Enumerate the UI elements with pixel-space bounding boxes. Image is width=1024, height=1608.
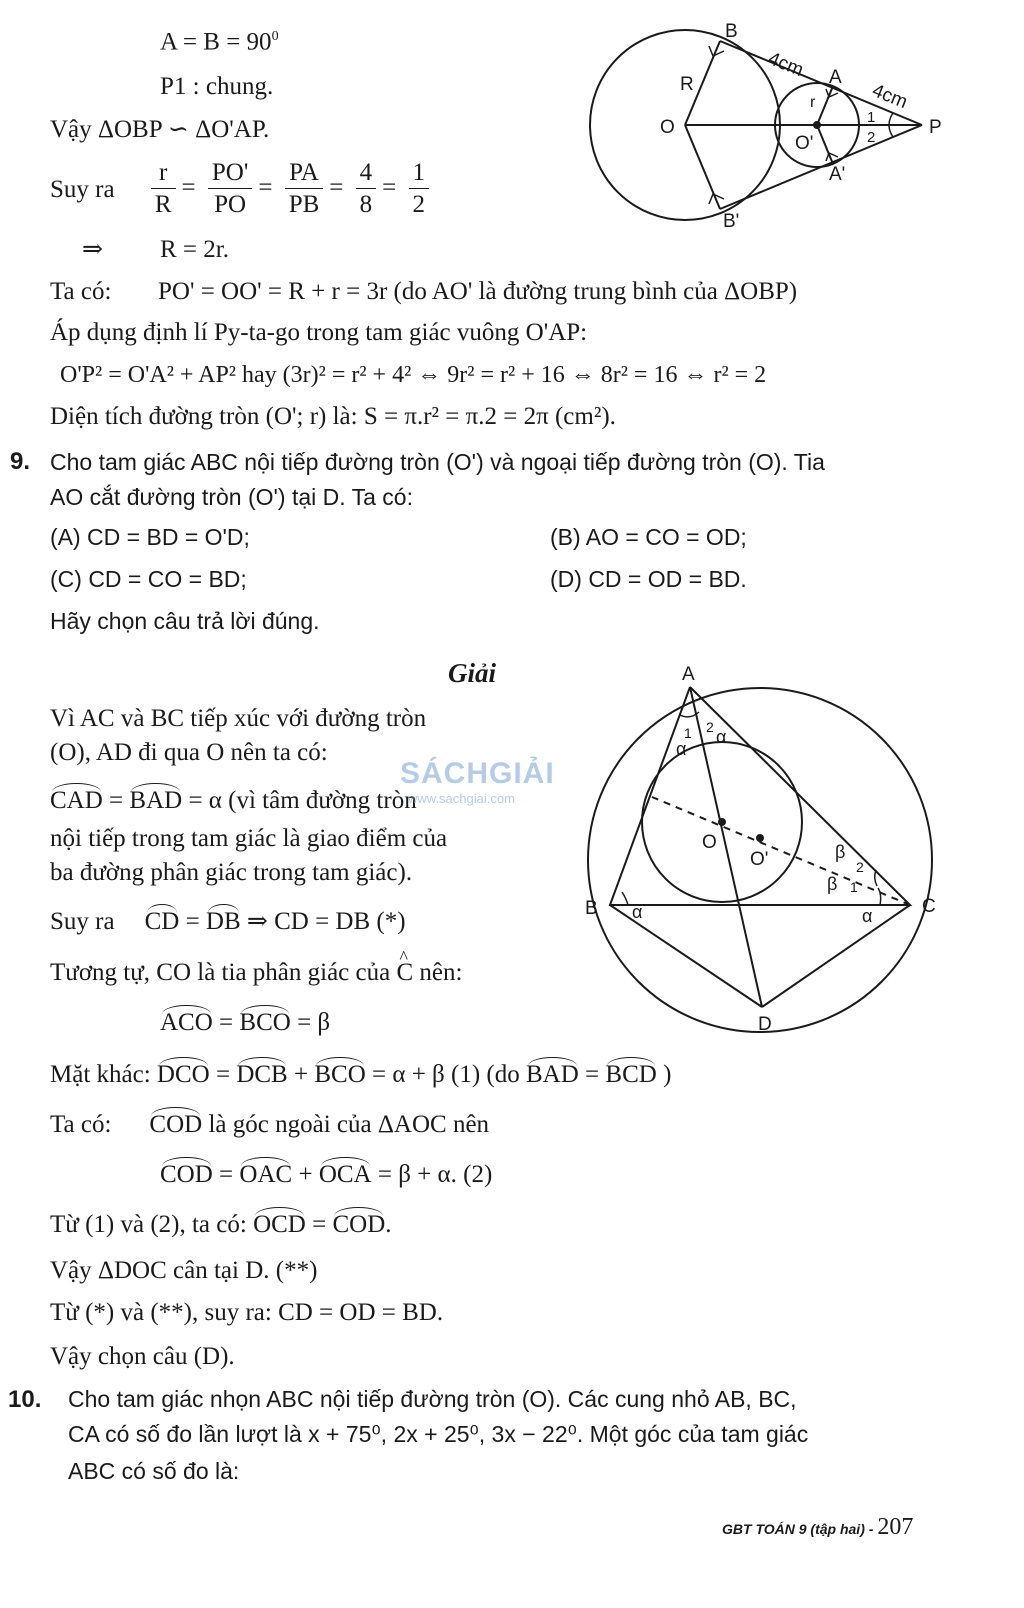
- label-o: O: [702, 832, 717, 853]
- solution-line-4: nội tiếp trong tam giác là giao điểm của: [50, 825, 448, 852]
- triangle-abc: [610, 687, 910, 905]
- problem-9-text-2: AO cắt đường tròn (O') tại D. Ta có:: [50, 484, 413, 510]
- problem-10-text-2: CA có số đo lần lượt là x + 75⁰, 2x + 25⁰, 3x − 22⁰. Một góc của tam giác: [68, 1421, 809, 1447]
- problem-9-text-1: Cho tam giác ABC nội tiếp đường tròn (O') và ngoại tiếp đường tròn (O). Tia: [50, 449, 825, 475]
- solution-line-9: Ta có: COD là góc ngoài của ΔAOC nên: [50, 1111, 490, 1138]
- solution-heading: Giải: [448, 658, 497, 688]
- label-a: A: [829, 67, 842, 88]
- pythagoras-intro: Áp dụng định lí Py-ta-go trong tam giác vuông O'AP:: [50, 319, 588, 346]
- inscribed-triangle-figure: [580, 660, 950, 1040]
- label-b: B: [585, 898, 598, 919]
- label-a-prime: A': [829, 164, 846, 185]
- label-beta-bottom: β: [827, 874, 838, 894]
- label-angle-2-c: 2: [856, 859, 864, 875]
- po-equation: PO' = OO' = R + r = 3r (do AO' là đường trung bình của ΔOBP): [158, 278, 798, 305]
- problem-10-text-3: ABC có số đo là:: [68, 1458, 240, 1484]
- label-angle-1-c: 1: [850, 879, 858, 895]
- solution-line-5: ba đường phân giác trong tam giác).: [50, 859, 413, 886]
- page-number: 207: [877, 1514, 914, 1540]
- problem-10-text-1: Cho tam giác nhọn ABC nội tiếp đường tròn (O). Các cung nhỏ AB, BC,: [68, 1386, 797, 1412]
- label-d: D: [758, 1014, 772, 1035]
- radius-ob-prime: [685, 125, 720, 209]
- label-4cm-ba: 4cm: [765, 48, 807, 82]
- option-a: (A) CD = BD = O'D;: [50, 524, 250, 550]
- label-angle-2: 2: [706, 719, 714, 735]
- fraction-4-8: $\frac{4}{8}$: [356, 158, 377, 221]
- line-cd: [762, 905, 910, 1007]
- label-alpha-left: α: [676, 739, 687, 759]
- solution-line-11: Từ (1) và (2), ta có: OCD = COD.: [50, 1211, 392, 1238]
- fraction-r-R: $\frac{r}{R}$: [151, 158, 176, 221]
- tangent-b-prime-p: [720, 125, 922, 209]
- label-alpha-c: α: [862, 906, 873, 926]
- solution-line-2: (O), AD đi qua O nên ta có:: [50, 739, 328, 766]
- solution-line-8: Mặt khác: DCO = DCB + BCO = α + β (1) (do BAD = BCD ): [50, 1061, 672, 1088]
- ta-co-label: Ta có:: [50, 278, 112, 305]
- solution-line-13: Từ (*) và (**), suy ra: CD = OD = BD.: [50, 1299, 444, 1326]
- fraction-pa-pb: $\frac{PA}{PB}$: [285, 158, 324, 221]
- label-a: A: [682, 664, 695, 685]
- area-line: Diện tích đường tròn (O'; r) là: S = π.r² = π.2 = 2π (cm²).: [50, 403, 616, 430]
- label-4cm-ap: 4cm: [869, 80, 911, 114]
- label-b: B: [725, 21, 738, 42]
- fraction-1-2: $\frac{1}{2}$: [409, 158, 430, 221]
- label-b-prime: B': [723, 211, 740, 232]
- radius-o-prime-a: [817, 86, 833, 125]
- label-c: C: [922, 896, 936, 917]
- label-angle-1: 1: [867, 109, 876, 126]
- option-d: (D) CD = OD = BD.: [550, 566, 747, 592]
- option-b: (B) AO = CO = OD;: [550, 524, 747, 550]
- r-equation: R = 2r.: [160, 236, 229, 263]
- problem-10-number: 10.: [8, 1386, 42, 1413]
- implies-arrow: ⇒: [82, 236, 103, 263]
- ratio-line: Suy ra $\frac{r}{R}$ = $\frac{PO'}{PO}$ = $\frac{PA}{PB}$ = $\frac{4}{8}$ = $\frac{1}{2}$: [50, 158, 435, 228]
- label-o: O: [660, 117, 675, 138]
- solution-line-3: CAD = BAD = α (vì tâm đường tròn: [50, 787, 417, 814]
- tangent-bp: [720, 41, 922, 125]
- solution-line-14: Vậy chọn câu (D).: [50, 1343, 235, 1370]
- tangent-circles-figure: [585, 15, 965, 240]
- label-alpha-right: α: [716, 727, 727, 747]
- pythagoras-equation: O'P² = O'A² + AP² hay (3r)² = r² + 4² ⇔ 9r² = r² + 16 ⇔ 8r² = 16 ⇔ r² = 2: [60, 362, 767, 388]
- common-angle-line: P1 : chung.: [160, 73, 274, 100]
- label-p: P: [929, 117, 942, 138]
- radius-o-prime-a-prime: [817, 125, 833, 164]
- angles-equation: $A = B = 90^0$: [160, 28, 279, 56]
- page-footer: GBT TOÁN 9 (tập hai) - 207: [722, 1514, 914, 1540]
- label-beta-top: β: [835, 842, 846, 862]
- solution-line-aco: ACO = BCO = β: [160, 1009, 331, 1036]
- similar-triangles-line: Vậy ΔOBP ∽ ΔO'AP.: [50, 116, 270, 143]
- solution-line-12: Vậy ΔDOC cân tại D. (**): [50, 1257, 318, 1284]
- label-o-prime: O': [795, 133, 814, 154]
- label-big-r: R: [680, 74, 694, 95]
- label-alpha-b: α: [632, 902, 643, 922]
- solution-line-7: Tương tự, CO là tia phân giác của ^ C nên:: [50, 958, 462, 988]
- label-small-r: r: [810, 94, 816, 111]
- watermark-logo: SÁCHGIẢI www.sachgiai.com: [400, 757, 555, 806]
- line-co-dashed: [652, 797, 910, 905]
- label-angle-1: 1: [684, 725, 692, 741]
- label-o-prime: O': [750, 849, 769, 870]
- solution-line-1: Vì AC và BC tiếp xúc với đường tròn: [50, 705, 427, 732]
- option-c: (C) CD = CO = BD;: [50, 566, 247, 592]
- fraction-po: $\frac{PO'}{PO}$: [208, 158, 252, 221]
- label-angle-2: 2: [867, 129, 876, 146]
- problem-9-ask: Hãy chọn câu trả lời đúng.: [50, 608, 320, 634]
- solution-line-6: Suy ra CD = DB ⇒ CD = DB (*): [50, 908, 406, 935]
- solution-line-10: COD = OAC + OCA = β + α. (2): [160, 1161, 493, 1188]
- problem-9-number: 9.: [10, 448, 31, 475]
